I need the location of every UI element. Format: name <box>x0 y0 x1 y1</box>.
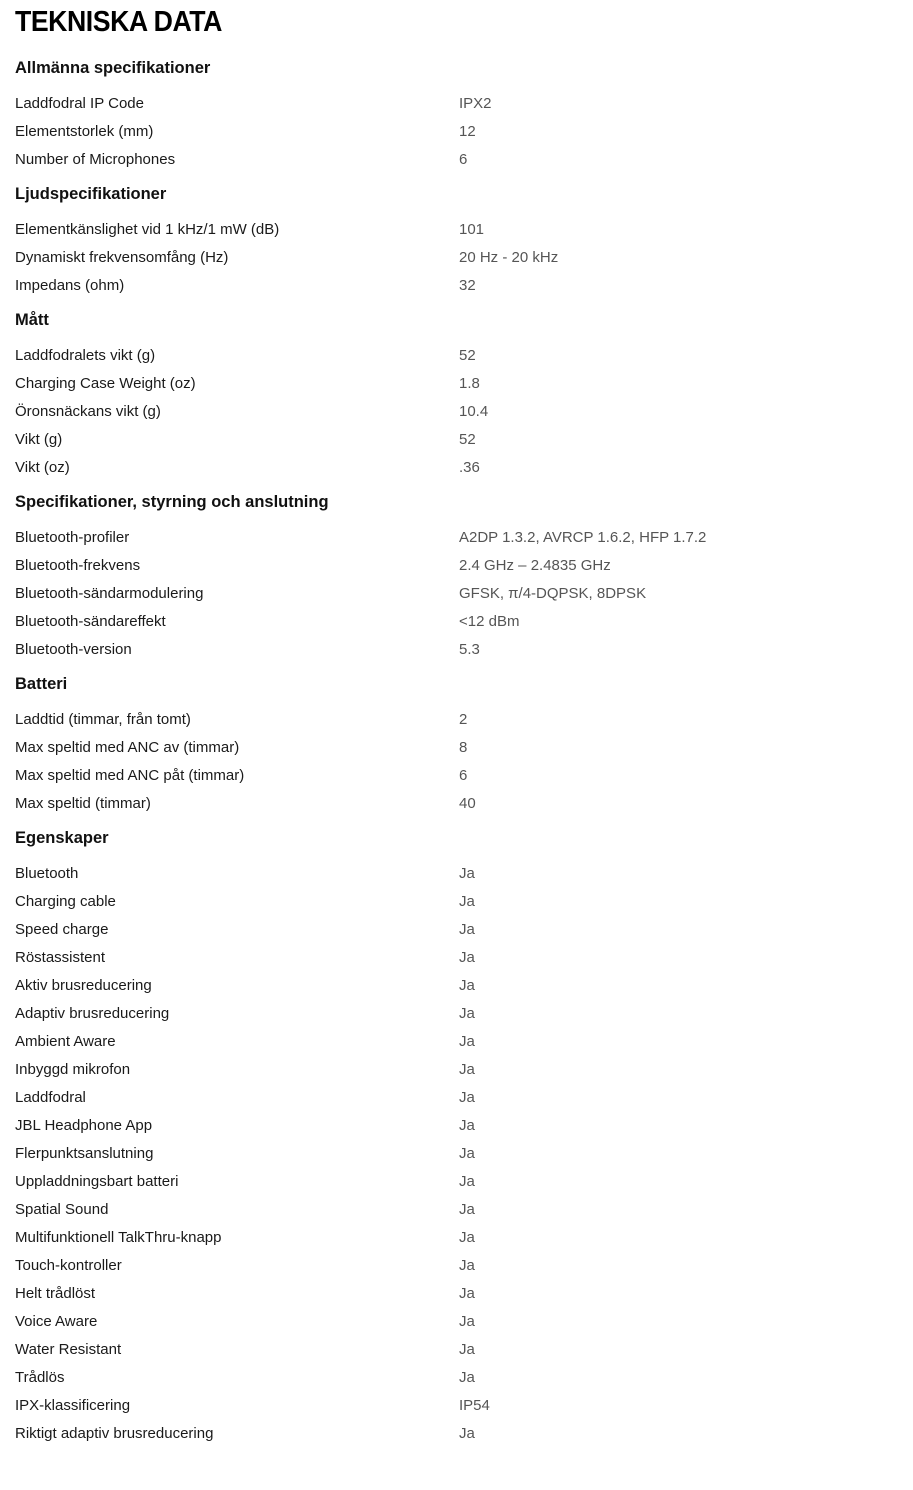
spec-row <box>0 1420 913 1448</box>
spec-label: Touch-kontroller <box>15 1257 122 1274</box>
section-heading-batteri: Batteri <box>15 675 68 693</box>
spec-value: 20 Hz - 20 kHz <box>459 249 559 266</box>
spec-label: Inbyggd mikrofon <box>15 1061 131 1078</box>
spec-value: Ja <box>459 1229 475 1246</box>
spec-value: Ja <box>459 949 475 966</box>
spec-value: Ja <box>459 1089 475 1106</box>
spec-row <box>0 1028 913 1056</box>
spec-value: 32 <box>459 277 476 294</box>
spec-row <box>0 972 913 1000</box>
spec-row <box>0 860 913 888</box>
spec-value: Ja <box>459 1257 475 1274</box>
spec-label: Bluetooth-sändareffekt <box>15 613 166 630</box>
spec-row <box>0 1000 913 1028</box>
spec-value: 10.4 <box>459 403 489 420</box>
spec-value: Ja <box>459 1285 475 1302</box>
spec-label: Dynamiskt frekvensomfång (Hz) <box>15 249 229 266</box>
spec-label: Speed charge <box>15 921 109 938</box>
spec-value: 1.8 <box>459 375 480 392</box>
spec-row <box>0 944 913 972</box>
spec-row <box>0 1336 913 1364</box>
spec-row <box>0 552 913 580</box>
spec-value: Ja <box>459 921 475 938</box>
spec-row <box>0 1084 913 1112</box>
section-heading-specifikationer-styrning-och-anslutning: Specifikationer, styrning och anslutning <box>15 493 329 511</box>
spec-value: IP54 <box>459 1397 490 1414</box>
spec-label: Vikt (oz) <box>15 459 70 476</box>
spec-value: Ja <box>459 893 475 910</box>
spec-value: Ja <box>459 865 475 882</box>
spec-row <box>0 790 913 818</box>
spec-value: Ja <box>459 977 475 994</box>
spec-label: Laddtid (timmar, från tomt) <box>15 711 191 728</box>
spec-value: Ja <box>459 1145 475 1162</box>
spec-row <box>0 706 913 734</box>
spec-value: Ja <box>459 1201 475 1218</box>
spec-label: JBL Headphone App <box>15 1117 153 1134</box>
spec-value: A2DP 1.3.2, AVRCP 1.6.2, HFP 1.7.2 <box>459 529 707 546</box>
spec-value: 52 <box>459 347 476 364</box>
spec-label: Max speltid med ANC påt (timmar) <box>15 767 245 784</box>
spec-label: Röstassistent <box>15 949 106 966</box>
spec-value: Ja <box>459 1061 475 1078</box>
spec-row <box>0 370 913 398</box>
spec-value: Ja <box>459 1425 475 1442</box>
section-heading-egenskaper: Egenskaper <box>15 829 109 847</box>
spec-label: Max speltid (timmar) <box>15 795 151 812</box>
spec-value: 101 <box>459 221 485 238</box>
spec-value: Ja <box>459 1341 475 1358</box>
spec-label: Max speltid med ANC av (timmar) <box>15 739 240 756</box>
spec-row <box>0 1056 913 1084</box>
spec-value: Ja <box>459 1369 475 1386</box>
spec-row <box>0 636 913 664</box>
spec-row <box>0 580 913 608</box>
spec-value: 12 <box>459 123 476 140</box>
spec-row <box>0 608 913 636</box>
spec-row <box>0 1112 913 1140</box>
spec-label: Ambient Aware <box>15 1033 116 1050</box>
spec-value: 5.3 <box>459 641 480 658</box>
spec-value: IPX2 <box>459 95 492 112</box>
spec-row <box>0 1280 913 1308</box>
section-heading-allmanna-specifikationer: Allmänna specifikationer <box>15 59 211 77</box>
spec-value: <12 dBm <box>459 613 520 630</box>
spec-row <box>0 916 913 944</box>
spec-label: Bluetooth-frekvens <box>15 557 141 574</box>
spec-row <box>0 524 913 552</box>
spec-label: Charging Case Weight (oz) <box>15 375 196 392</box>
spec-row <box>0 1364 913 1392</box>
spec-label: Vikt (g) <box>15 431 63 448</box>
spec-value: GFSK, π/4-DQPSK, 8DPSK <box>459 585 647 602</box>
spec-label: Trådlös <box>15 1369 65 1386</box>
spec-row <box>0 1196 913 1224</box>
spec-row <box>0 1224 913 1252</box>
spec-label: Helt trådlöst <box>15 1285 96 1302</box>
spec-label: Bluetooth-profiler <box>15 529 130 546</box>
spec-value: 6 <box>459 151 468 168</box>
spec-label: Number of Microphones <box>15 151 176 168</box>
spec-row <box>0 454 913 482</box>
spec-label: Bluetooth <box>15 865 79 882</box>
spec-row <box>0 118 913 146</box>
spec-value: 8 <box>459 739 468 756</box>
spec-row <box>0 762 913 790</box>
spec-label: Laddfodralets vikt (g) <box>15 347 156 364</box>
spec-value: Ja <box>459 1005 475 1022</box>
spec-row <box>0 272 913 300</box>
spec-value: Ja <box>459 1117 475 1134</box>
spec-row <box>0 146 913 174</box>
spec-row <box>0 398 913 426</box>
spec-label: Spatial Sound <box>15 1201 109 1218</box>
spec-value: 2.4 GHz – 2.4835 GHz <box>459 557 611 574</box>
spec-row <box>0 244 913 272</box>
spec-row <box>0 1140 913 1168</box>
spec-row <box>0 1308 913 1336</box>
spec-value: Ja <box>459 1313 475 1330</box>
spec-row <box>0 426 913 454</box>
spec-value: 6 <box>459 767 468 784</box>
spec-label: Bluetooth-version <box>15 641 132 658</box>
spec-row <box>0 888 913 916</box>
spec-row <box>0 216 913 244</box>
spec-label: Multifunktionell TalkThru-knapp <box>15 1229 222 1246</box>
spec-value: 52 <box>459 431 476 448</box>
spec-value: Ja <box>459 1173 475 1190</box>
spec-value: .36 <box>459 459 480 476</box>
spec-label: Charging cable <box>15 893 116 910</box>
spec-row <box>0 1252 913 1280</box>
spec-label: Öronsnäckans vikt (g) <box>15 403 161 420</box>
spec-label: Riktigt adaptiv brusreducering <box>15 1425 214 1442</box>
spec-label: Elementkänslighet vid 1 kHz/1 mW (dB) <box>15 221 280 238</box>
spec-label: Uppladdningsbart batteri <box>15 1173 179 1190</box>
spec-row <box>0 1168 913 1196</box>
page-title: TEKNISKA DATA <box>15 6 222 38</box>
spec-value: Ja <box>459 1033 475 1050</box>
spec-value: 2 <box>459 711 468 728</box>
spec-row <box>0 734 913 762</box>
spec-label: Elementstorlek (mm) <box>15 123 154 140</box>
spec-label: Aktiv brusreducering <box>15 977 152 994</box>
spec-row <box>0 342 913 370</box>
spec-label: Laddfodral IP Code <box>15 95 144 112</box>
spec-label: Impedans (ohm) <box>15 277 125 294</box>
spec-row <box>0 1392 913 1420</box>
spec-label: Water Resistant <box>15 1341 122 1358</box>
spec-label: Bluetooth-sändarmodulering <box>15 585 204 602</box>
spec-label: Flerpunktsanslutning <box>15 1145 154 1162</box>
spec-label: Laddfodral <box>15 1089 86 1106</box>
spec-label: Voice Aware <box>15 1313 98 1330</box>
section-heading-matt: Mått <box>15 311 49 329</box>
spec-label: Adaptiv brusreducering <box>15 1005 170 1022</box>
section-heading-ljudspecifikationer: Ljudspecifikationer <box>15 185 167 203</box>
spec-value: 40 <box>459 795 476 812</box>
spec-row <box>0 90 913 118</box>
spec-label: IPX-klassificering <box>15 1397 131 1414</box>
